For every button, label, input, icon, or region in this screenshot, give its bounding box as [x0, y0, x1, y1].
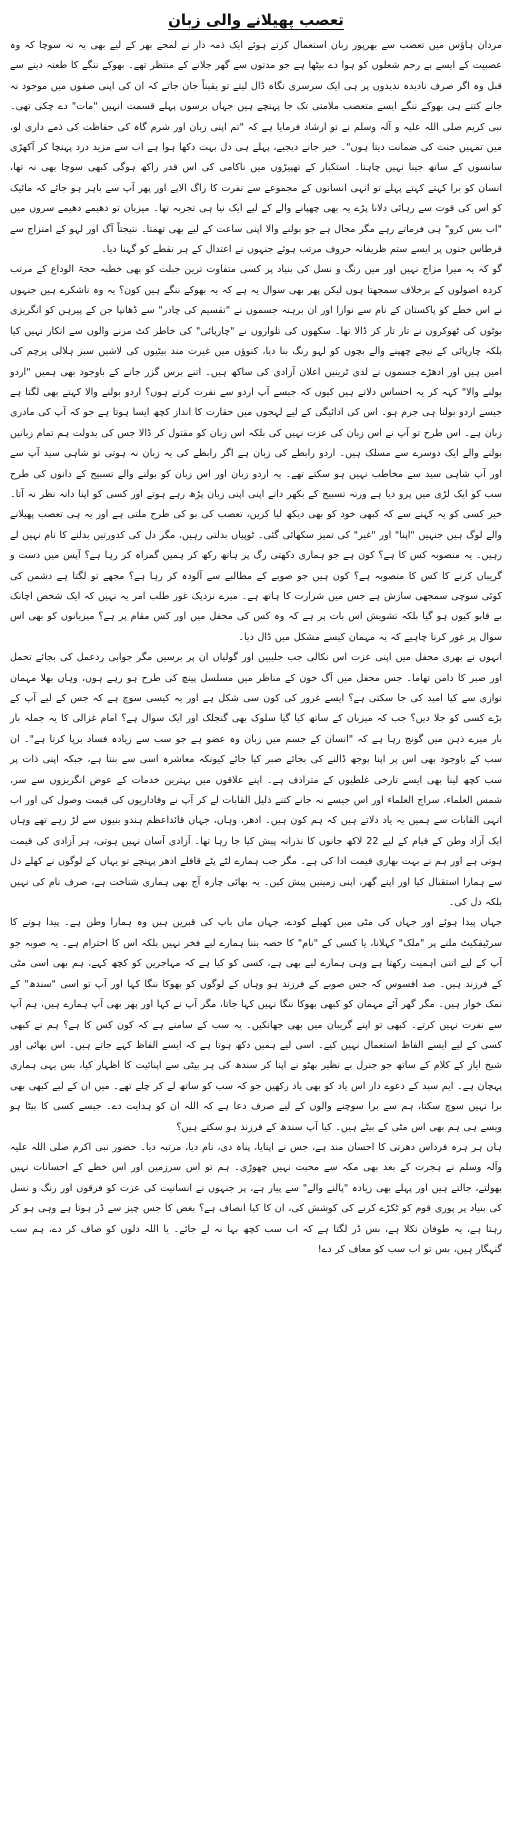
article-paragraph-2: گو کہ یہ میرا مزاج نہیں اور میں رنگ و نسل کی بنیاد پر کسی متفاوت ترین جبلت کو بھی خطبہ حجۃ الوداع کے مرتب کردہ اصولوں کے برخلاف سمجھتا ہوں لیکن پھر بھی سوال یہ ہے کہ یہ بھوکے ننگے ہیں کون؟ یہ وہ ناشکرے ہیں جنہوں نے اس خطے کو پاکستان کے نام سے نوازا اور ان برہنہ جسموں نے "تقسیم کی چادر" سے ڈھانپا جن کے پیرہن کو انگریزی بوٹوں کی ٹھوکروں نے تار تار کر ڈالا تھا۔ سکھوں کی تلواروں نے "چارپائی" کی خاطر کٹ مرنے والوں سے انکار نہیں کیا بلکہ چارپائی کے نیچے چھپنے والے بچوں کو لہو رنگ بنا دیا، کنوؤں میں غیرت مند بیٹیوں کی لاشیں سبز ہلالی پرچم کی امین ہیں اور ادھڑے جسموں نے لدی ٹرینیں اعلان آزادی کی ساکھ ہیں۔ اتنے برس گزر جانے کے باوجود بھی ہمیں "اردو بولنے والا" کہہ کر یہ احساس دلاتے ہیں کیوں کہ جیسے آپ اردو سے نفرت کرتے ہوں؟ اردو بولنے والا کہتے بھی لگتا ہے جیسے اردو بولنا ہی جرم ہو۔ اس کی ادائیگی کے لیے لہجوں میں حقارت کا انداز کچھ ایسا ہوتا ہے جو کہ آپ کی مادری زبان ہے۔ اس طرح تو آپ نے اس زبان کی عزت نہیں کی بلکہ اس زبان کو مقتول کر ڈالا جس کی بدولت ہم تمام زبانیں بولنے والے ایک دوسرے سے مسلک ہیں۔ اردو رابطے کی زبان ہے اگر رابطے کی یہ زبان نہ ہوتی تو شاہی سید آپ سے اور آپ شاہی سید سے مخاطب نہیں ہو سکتے تھے۔ یہ اردو زبان اور اس زبان کو بولنے والے تسبیح کے دانوں کی طرح سب کو ایک لڑی میں پرو دیا ہے ورنہ تسبیح کے بکھر دانے اپنی اپنی زبان پڑھ رہے ہوتے اور کسی کو اپنا دانہ نظر نہ آتا۔ خیر کسی کو یہ کہنے سے کہ کبھی خود کو بھی دیکھ لیا کریں، تعصب کی بو کی طرح ملتی ہے اور یہ ہی تعصب پھیلانے والے لوگ ہیں جنہیں "اپنا" اور "غیر" کی تمیز سکھائی گئی۔ ٹوپیاں بدلتی رہیں، مگر دل کی کدورتیں بدلنے کا نام نہیں لے رہیں۔ یہ منصوبہ کس کا ہے؟ کون ہے جو ہماری دکھتی رگ پر ہاتھ رکھ کر ہمیں گمراہ کر رہا ہے؟ آپس میں دست و گریباں کرنے کا کس کا منصوبہ ہے؟ کون ہیں جو صوبے کے مطالبے سے آلودہ کر رہا ہے؟ مجھے تو لگتا ہے دشمن کی کوئی سوچی سمجھی سازش ہے جس میں شرارت کا ہاتھ ہے۔ میرے نزدیک غور طلب امر یہ نہیں کہ ایک شخص اچانک بے قابو کیوں ہو گیا بلکہ تشویش اس بات پر ہے کہ وہ کس کی محفل میں اور کس مقام پر ہے؟ میزبانوں کو بھی اس سوال پر غور کرنا چاہیے کہ یہ مہمان کیسے مشکل میں ڈال دیا۔ — [10, 264, 502, 643]
article-paragraph-1: مردان ہاؤس میں تعصب سے بھرپور زبان استعمال کرتے ہوئے ایک ذمہ دار نے لمحے بھر کے لیے بھی یہ نہ سوچا کہ وہ عصبیت کے ایسے بے رحم شعلوں کو ہوا دے بیٹھا ہے جو مدتوں سے گھر جلانے کے منتظر تھے۔ بھوکے ننگے کا طعنہ دینے سے قبل وہ اگر صرف نادیدہ ندیدوں پر ہی ایک سرسری نگاہ ڈال لیتے تو یقیناً جان جاتے کہ ان کی اپنی صفوں میں موجود نہ جانے کتنے ہی بھوکے ننگے ایسے متعصب ملامتی تک جا پہنچے ہیں جہاں برسوں پہلے قسمت انہیں "مات" دے چکی تھی۔ نبی کریم صلی اللہ علیہ و آلہ وسلم نے تو ارشاد فرمایا ہے کہ "تم اپنی زبان اور شرم گاہ کی حفاظت کی ذمے داری لو، میں تمہیں جنت کی ضمانت دیتا ہوں"۔ خیر جانے دیجیے، پہلے ہی دل بہت دکھا ہوا ہے اب سے مزید درد پہنچا کر آکھڑی سانسوں کے ساتھ جینا نہیں چاہتا۔ استکبار کے تھپیڑوں میں ناکامی کی اس قدر راکھ ہوگی کبھی سوچا بھی نہ تھا، انسان کو برا کہتے کہتے پہلے تو انہی انسانوں کے مجموعے سے نفرت کا راگ الاپے اور پھر آپ سے باہر ہو جائے کہ مائیک کو اس کی قوت سے رہائی دلانا پڑے یہ بھی چھپانے والے کے لیے ایک نیا ہی تجربہ تھا۔ میزبان تو دھیمے دھیمے سروں میں "اب بس کرو" ہی فرماتے رہے مگر مجال ہے جو بولنے والا اپنی ساعت کے لیے بھی تھمتا۔ نتیجتاً آگ اور لہو کے امتزاج سے قرطاس جنوں پر ایسے ستم ظریفانہ حروف مرتب ہوئے جنہوں نے اعتدال کے ہر نقطے کو گہنا دیا۔ — [10, 40, 502, 256]
article-headline: تعصب پھیلانے والی زبان — [168, 11, 344, 29]
article-paragraph-3: انہوں نے بھری محفل میں اپنی عزت اس نکالی جب جلیبیں اور گولیاں ان پر برسیں مگر جوابی ردعمل کی بجائے تحمل اور صبر کا دامن تھاما۔ جس محفل میں آگ خون کے مناظر میں مسلسل پینچ کی طرح ہو رہے ہوں، وہاں بھلا مہمان نوازی سے کیا امید کی جا سکتی ہے؟ ایسے غرور کی کون سی شکل ہے اور یہ کیسی سوچ ہے کہ جس کے لیے آپ کے بڑے کسی کو جلا دیں؟ جب کہ میزبان کے ساتھ کیا گیا سلوک بھی گنجلک اور ایک سوال ہے؟ امام غزالی کا یہ جملہ بار بار میرے ذہن میں گونج رہا ہے کہ "انسان کے جسم میں زبان وہ عضو ہے جو سب سے زیادہ فساد برپا کرتا ہے"۔ ان سب کے باوجود بھی اس پر اپنا بوجھ ڈالنے کی بجائے صبر کیا جائے کیونکہ معاشرہ اسی سے بنتا ہے، جبکہ اپنی ذات پر سب کچھ لینا بھی ایسے تارخی غلطیوں کے مترادف ہے۔ اپنے علاقوں میں بہترین خدمات کے عوض انگریزوں سے سر، شمس العلماء، سراج العلماء اور اس جیسے نہ جانے کتنے ذلیل القابات لے کر آپ نے وفاداریوں کی قیمت وصول کی اور اب انہی القابات سے ہمیں یہ یاد دلاتے ہیں کہ ہم کون ہیں۔ ادھر، وہاں، جہاں قائداعظم ہندو بنیوں سے لڑ رہے تھے وہاں ایک آزاد وطن کے قیام کے لیے 22 لاکھ جانوں کا نذرانہ پیش کیا جا رہا تھا۔ آزادی آسان نہیں ہوتی، ہر آزادی کی قیمت ہوتی ہے اور ہم نے بہت بھاری قیمت ادا کی ہے۔ مگر جب ہمارے لٹے پٹے قافلے ادھر پہنچے تو یہاں کے لوگوں نے کھلے دل سے ہمارا استقبال کیا اور اپنے گھر، اپنی زمینیں پیش کیں۔ یہ بھائی چارہ آج بھی ہماری شناخت ہے، صرف نام کی نہیں بلکہ دل کی۔ — [10, 652, 502, 909]
article-paragraph-4: جہاں پیدا ہوئے اور جہاں کی مٹی میں کھیلے کودے، جہاں ماں باپ کی قبریں ہیں وہ ہمارا وطن ہے۔ پیدا ہونے کا سرٹیفکیٹ ملنے پر "ملک" کہلانا، یا کسی کے "نام" کا حصہ بننا ہمارے لیے فخر نہیں بلکہ اس کا احترام ہے۔ یہ صوبہ جو آپ کے لیے اتنی اہمیت رکھتا ہے وہی ہمارے لیے بھی ہے، کسی کو کیا ہے کہ مہاجرین کو کچھ کہے، ہم بھی اسی مٹی کے فرزند ہیں۔ صد افسوس کہ جس صوبے کے فرزند ہو وہاں کے لوگوں کو بھوکا ننگا کہا اور آپ تو اسی "سندھ" کے نمک خوار ہیں۔ مگر گھر آئے مہمان کو کبھی بھوکا ننگا نہیں کہا جاتا، مگر آپ نے کہا اور پھر بھی آپ ہمارے ہیں، ہم آپ سے نفرت نہیں کرتے۔ کبھی تو اپنے گریبان میں بھی جھانکیں۔ یہ سب کے سامنے ہے کہ کون کس کا ہے؟ ہم نے کبھی کسی کے لیے ایسے الفاظ استعمال نہیں کیے۔ اسی لیے ہمیں دکھ ہوتا ہے کہ ایسے الفاظ کہے جاتے ہیں۔ اس بھائی اور شیخ ایاز کے کلام کے ساتھ جو جنرل بے نظیر بھٹو نے اپنا کر سندھ کی ہر بیٹی سے اپنائیت کا اظہار کیا، بس یہی ہماری پہچان ہے۔ ایم سید کے دعوے دار اس یاد کو بھی یاد رکھیں جو کہ سب کو ساتھ لے کر چلے تھے۔ میں ان کے لیے کبھی بھی برا نہیں سوچ سکتا، ہم سے برا سوچنے والوں کے لیے صرف دعا ہے کہ اللہ ان کو ہدایت دے۔ جیسے کسی کا بیٹا ہو ویسے ہی ہم بھی اس مٹی کے بیٹے ہیں۔ کیا آپ سندھ کے فرزند ہو سکتے ہیں؟ — [10, 917, 502, 1133]
article-paragraph-5: ہاں ہر ہرہ فرداس دھرتی کا احسان مند ہے، جس نے اپنایا، پناہ دی، نام دیا، مرتبہ دیا۔ حضور نبی اکرم صلی اللہ علیہ وآلہ وسلم نے ہجرت کے بعد بھی مکہ سے محبت نہیں چھوڑی۔ ہم تو اس سرزمین اور اس خطے کے احسانات نہیں بھولتے، جالتے ہیں اور پہلے بھی زیادہ "پالنے والے" سے پیار ہے، پر جنہوں نے انسانیت کی عزت کو فرقوں اور رنگ و نسل کی بنیاد پر پوری قوم کو ٹکڑے کرنے کی کوشش کی، ان کا کیا انصاف ہے؟ بغض کا جس چیز سے ڈر ہوتا ہے وہی ہو کر رہتا ہے، یہ طوفان نکلا ہے، بس ڈر لگتا ہے کہ اب سب کچھ بہا نہ لے جائے۔ یا اللہ دلوں کو صاف کر دے، ہم سب گنہگار ہیں، بس تو اب سب کو معاف کر دے! — [10, 1141, 502, 1255]
